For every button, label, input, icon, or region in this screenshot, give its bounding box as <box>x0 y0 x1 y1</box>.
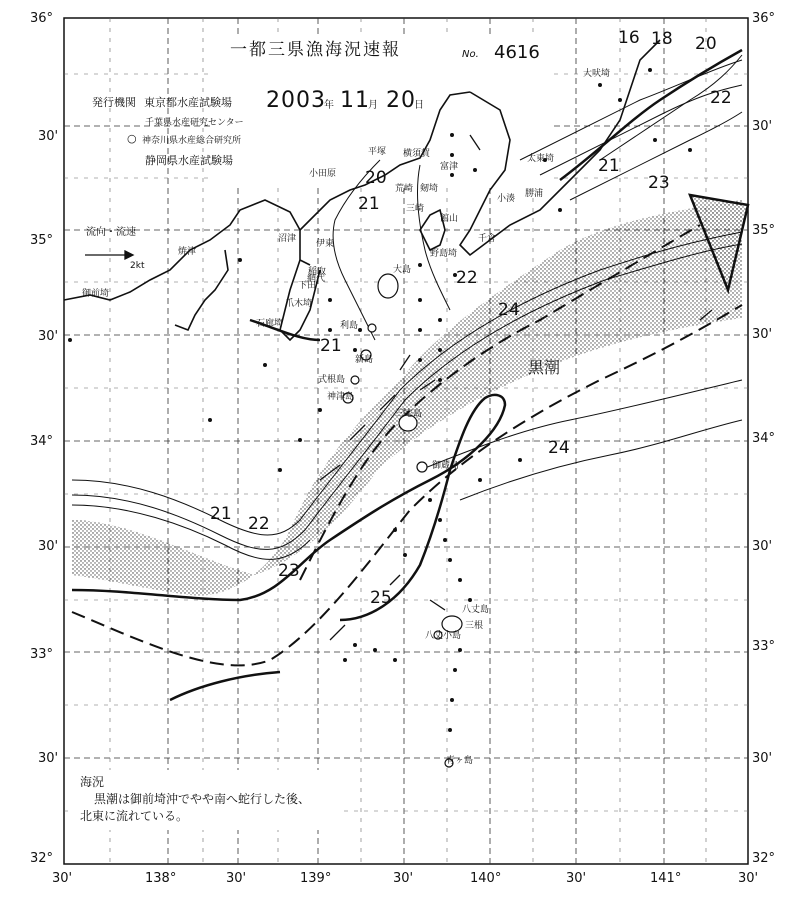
lon-label-13830: 30' <box>226 871 247 886</box>
isotherm-20-bay: 20 <box>365 168 387 188</box>
date-month: 11 <box>340 88 370 113</box>
lon-label-13930: 30' <box>393 871 414 886</box>
place-kozushima: 神津島 <box>327 392 355 402</box>
place-toshima: 利島 <box>340 321 359 331</box>
place-inubosaki: 大吠埼 <box>583 69 611 79</box>
report-title: 一都三県漁海況速報 <box>230 40 401 60</box>
place-hachijokojima: 八丈小島 <box>425 631 462 641</box>
notes-line-1: 黒潮は御前埼沖でやや南へ蛇行した後、 <box>94 792 311 806</box>
issuer-label: 発行機関 <box>92 96 136 109</box>
lat-label-3330-left: 30' <box>38 539 59 554</box>
lon-label-138: 138° <box>145 871 177 886</box>
notes-heading: 海況 <box>80 775 105 789</box>
isotherm-24-south: 24 <box>548 438 570 458</box>
kuroshio-label: 黒潮 <box>528 358 561 377</box>
place-ito: 伊東 <box>316 239 335 249</box>
place-odawara: 小田原 <box>309 169 337 179</box>
place-katsuura: 勝浦 <box>525 189 544 199</box>
isotherm-22-north: 22 <box>710 88 732 108</box>
date-day: 20 <box>386 88 416 113</box>
lat-label-3530-left: 30' <box>38 129 59 144</box>
isotherm-20-north: 20 <box>695 34 717 54</box>
lat-label-35-left: 35° <box>30 233 54 248</box>
place-omaezaki: 御前埼 <box>82 289 110 299</box>
lat-label-3330-right: 30' <box>752 539 773 554</box>
issuer-shizuoka: 静岡県水産試験場 <box>145 154 233 167</box>
place-tsumekizaki: 爪木埼 <box>285 299 313 309</box>
lat-label-33-left: 33° <box>30 647 54 662</box>
place-numazu: 沼津 <box>278 234 297 244</box>
place-shikinejima: 式根島 <box>318 375 346 385</box>
date-day-unit: 日 <box>414 100 424 111</box>
place-nojimazaki: 野島埼 <box>430 249 458 259</box>
lat-label-3530-right: 30' <box>752 119 773 134</box>
place-hiratsuka: 平塚 <box>368 147 387 157</box>
lat-label-3430-right: 30' <box>752 327 773 342</box>
place-futtsu: 富津 <box>440 162 459 172</box>
lat-label-33-right: 33° <box>752 639 776 654</box>
lat-label-34-left: 34° <box>30 434 54 449</box>
place-yaizu: 焼津 <box>178 247 197 257</box>
isotherm-23: 23 <box>648 173 670 193</box>
lon-label-13730: 30' <box>52 871 73 886</box>
place-tsurugisaki: 剱埼 <box>420 184 439 194</box>
date-month-unit: 月 <box>368 100 378 111</box>
place-yokosuka: 横須賀 <box>403 149 431 159</box>
place-ajiro: 網代 <box>307 274 326 284</box>
lon-label-139: 139° <box>300 871 332 886</box>
notes-line-2: 北東に流れている。 <box>80 809 189 823</box>
lat-label-3230-left: 30' <box>38 751 59 766</box>
place-inatori: 稲取 <box>308 267 327 277</box>
isotherm-21-izu: 21 <box>320 336 342 356</box>
isotherm-22-boso: 22 <box>456 268 478 288</box>
place-mitsune: 三根 <box>465 621 484 631</box>
isotherm-21-bay: 21 <box>358 194 380 214</box>
flow-legend-speed: 2kt <box>130 261 145 271</box>
lat-label-36-left: 36° <box>30 11 54 26</box>
isotherm-24-north: 24 <box>498 300 520 320</box>
lon-label-14030: 30' <box>566 871 587 886</box>
isotherm-21-west: 21 <box>210 504 232 524</box>
flow-legend-label: 流向・流速 <box>86 227 136 238</box>
place-kominato: 小湊 <box>497 194 516 204</box>
issuer-kanagawa: 神奈川県水産総合研究所 <box>142 136 242 146</box>
place-hachijojima: 八丈島 <box>462 605 490 615</box>
lat-label-32-left: 32° <box>30 851 54 866</box>
place-arasaki: 荒崎 <box>395 184 414 194</box>
lat-label-32-right: 32° <box>752 851 776 866</box>
lon-label-141: 141° <box>650 871 682 886</box>
isotherm-16: 16 <box>618 28 640 48</box>
isotherm-22-west: 22 <box>248 514 270 534</box>
issue-number: 4616 <box>494 42 540 63</box>
place-misaki: 三崎 <box>406 204 425 214</box>
place-oshima: 大島 <box>393 265 412 275</box>
lat-label-3430-left: 30' <box>38 329 59 344</box>
place-shimoda: 下田 <box>298 281 317 291</box>
date-year-unit: 年 <box>324 100 334 111</box>
lon-label-140: 140° <box>470 871 502 886</box>
isotherm-21-east: 21 <box>598 156 620 176</box>
place-chikura: 千倉 <box>478 234 497 244</box>
lat-label-36-right: 36° <box>752 11 776 26</box>
isotherm-18: 18 <box>651 29 673 49</box>
place-aogashima: 青ヶ島 <box>446 756 474 766</box>
date-year: 2003 <box>266 88 326 113</box>
issue-prefix: No. <box>462 49 479 60</box>
lat-label-35-right: 35° <box>752 223 776 238</box>
place-mikurajima: 御蔵島 <box>432 461 460 471</box>
issuer-kanagawa-marker: ○ <box>127 132 137 145</box>
place-irozaki: 石廊埼 <box>256 319 284 329</box>
isotherm-25: 25 <box>370 588 392 608</box>
place-niijima: 新島 <box>355 355 374 365</box>
place-taitozaki: 太東埼 <box>527 154 555 164</box>
place-miyakejima: 三宅島 <box>395 409 423 419</box>
lon-label-14130: 30' <box>738 871 759 886</box>
isotherm-23-west: 23 <box>278 561 300 581</box>
lat-label-34-right: 34° <box>752 431 776 446</box>
isotherm-thick-south <box>170 672 280 700</box>
issuer-chiba: 千葉県水産研究センター <box>145 118 244 128</box>
lat-label-3230-right: 30' <box>752 751 773 766</box>
issuer-tokyo: 東京都水産試験場 <box>144 96 232 109</box>
place-tateyama: 館山 <box>440 214 459 224</box>
